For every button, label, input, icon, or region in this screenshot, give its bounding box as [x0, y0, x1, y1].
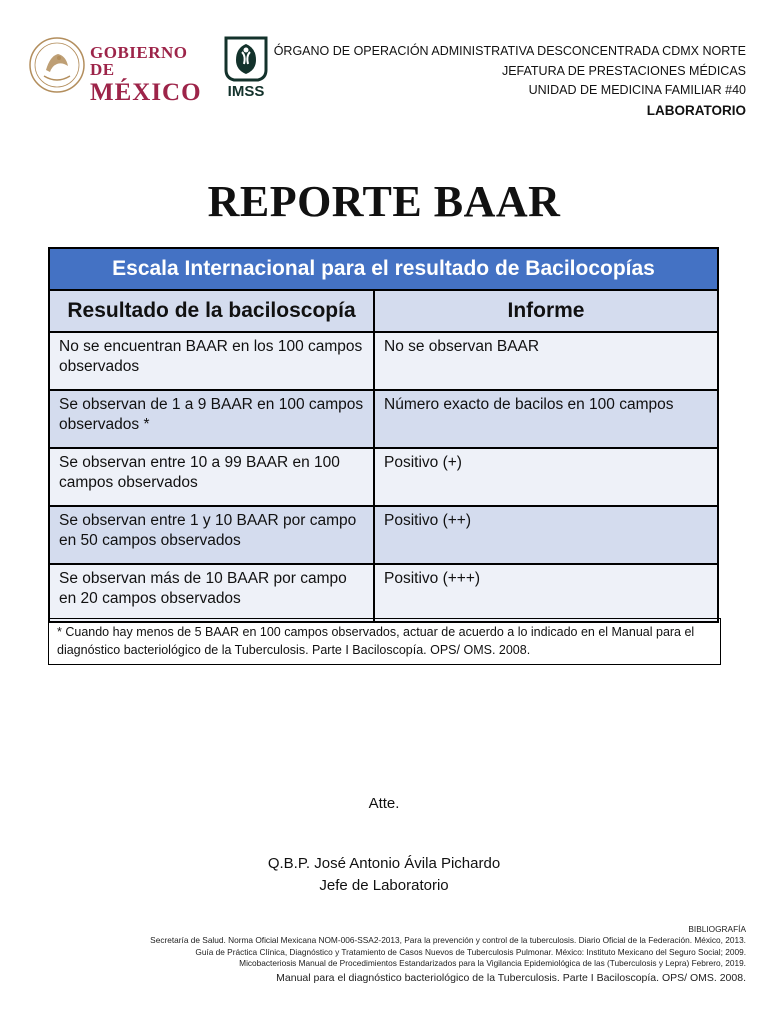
- table-row: [49, 506, 718, 564]
- result-cell: No se encuentran BAAR en los 100 campos observados: [49, 332, 374, 390]
- column-header-report: Informe: [374, 290, 718, 332]
- imss-label: IMSS: [227, 83, 265, 98]
- bibliography-entry: Secretaría de Salud. Norma Oficial Mexicana NOM-006-SSA2-2013, Para la prevención y control de la tuberculosis. Diario Oficial de la Federación. México, 2013.: [150, 935, 746, 946]
- gobierno-line1: GOBIERNO DE: [90, 43, 188, 79]
- bibliography: [150, 924, 746, 986]
- imss-logo: [222, 34, 270, 98]
- report-cell: Positivo (+): [374, 448, 718, 506]
- result-cell: Se observan entre 10 a 99 BAAR en 100 campos observados: [49, 448, 374, 506]
- bibliography-entry: Micobacteriosis Manual de Procedimientos Estandarizados para la Vigilancia Epidemiológica de las (Tuberculosis y Lepra) Febrero, 2019.: [239, 958, 746, 969]
- report-cell: Número exacto de bacilos en 100 campos: [374, 390, 718, 448]
- result-cell: Se observan entre 1 y 10 BAAR por campo en 50 campos observados: [49, 506, 374, 564]
- signer-name: Q.B.P. José Antonio Ávila Pichardo: [267, 855, 501, 872]
- result-cell: Se observan más de 10 BAAR por campo en 20 campos observados: [49, 564, 374, 622]
- signer-role: Jefe de Laboratorio: [319, 877, 449, 894]
- national-seal-icon: [28, 36, 86, 94]
- table-row: [49, 390, 718, 448]
- org-line: UNIDAD DE MEDICINA FAMILIAR #40: [528, 83, 746, 97]
- result-cell: Se observan de 1 a 9 BAAR en 100 campos observados *: [49, 390, 374, 448]
- table-banner: Escala Internacional para el resultado de Bacilocopías: [49, 248, 718, 290]
- gobierno-line2: MÉXICO: [90, 79, 202, 106]
- document-title: REPORTE BAAR: [207, 177, 561, 226]
- org-line: JEFATURA DE PRESTACIONES MÉDICAS: [501, 63, 746, 78]
- organization-block: [274, 42, 746, 120]
- department-label: LABORATORIO: [646, 102, 746, 118]
- gobierno-de-mexico-logo: [28, 34, 213, 106]
- closing-text: Atte.: [368, 795, 400, 812]
- footnote-box: * Cuando hay menos de 5 BAAR en 100 campos observados, actuar de acuerdo a lo indicado en el Manual para el diagnóstico bacteriológico de la Tuberculosis. Parte I Baciloscopía. OPS/ OMS. 2008.: [48, 618, 721, 665]
- table-header-row: [49, 290, 718, 332]
- org-line: ÓRGANO DE OPERACIÓN ADMINISTRATIVA DESCONCENTRADA CDMX NORTE: [273, 44, 746, 58]
- page-header: [28, 34, 746, 118]
- report-cell: Positivo (++): [374, 506, 718, 564]
- report-cell: Positivo (+++): [374, 564, 718, 622]
- gobierno-wordmark: [90, 44, 213, 105]
- column-header-result: Resultado de la baciloscopía: [49, 290, 374, 332]
- table-row: [49, 332, 718, 390]
- bibliography-entry: Guía de Práctica Clínica, Diagnóstico y Tratamiento de Casos Nuevos de Tuberculosis Pulmonar. México: Instituto Mexicano del Seguro Social; 2009.: [195, 946, 746, 957]
- table-row: [49, 564, 718, 622]
- bibliography-entry: Manual para el diagnóstico bacteriológico de la Tuberculosis. Parte I Baciloscopía. OPS/ OMS. 2008.: [276, 971, 746, 984]
- report-cell: No se observan BAAR: [374, 332, 718, 390]
- baar-scale-table: [48, 247, 719, 623]
- bibliography-heading: BIBLIOGRAFÍA: [688, 924, 746, 934]
- table-row: [49, 448, 718, 506]
